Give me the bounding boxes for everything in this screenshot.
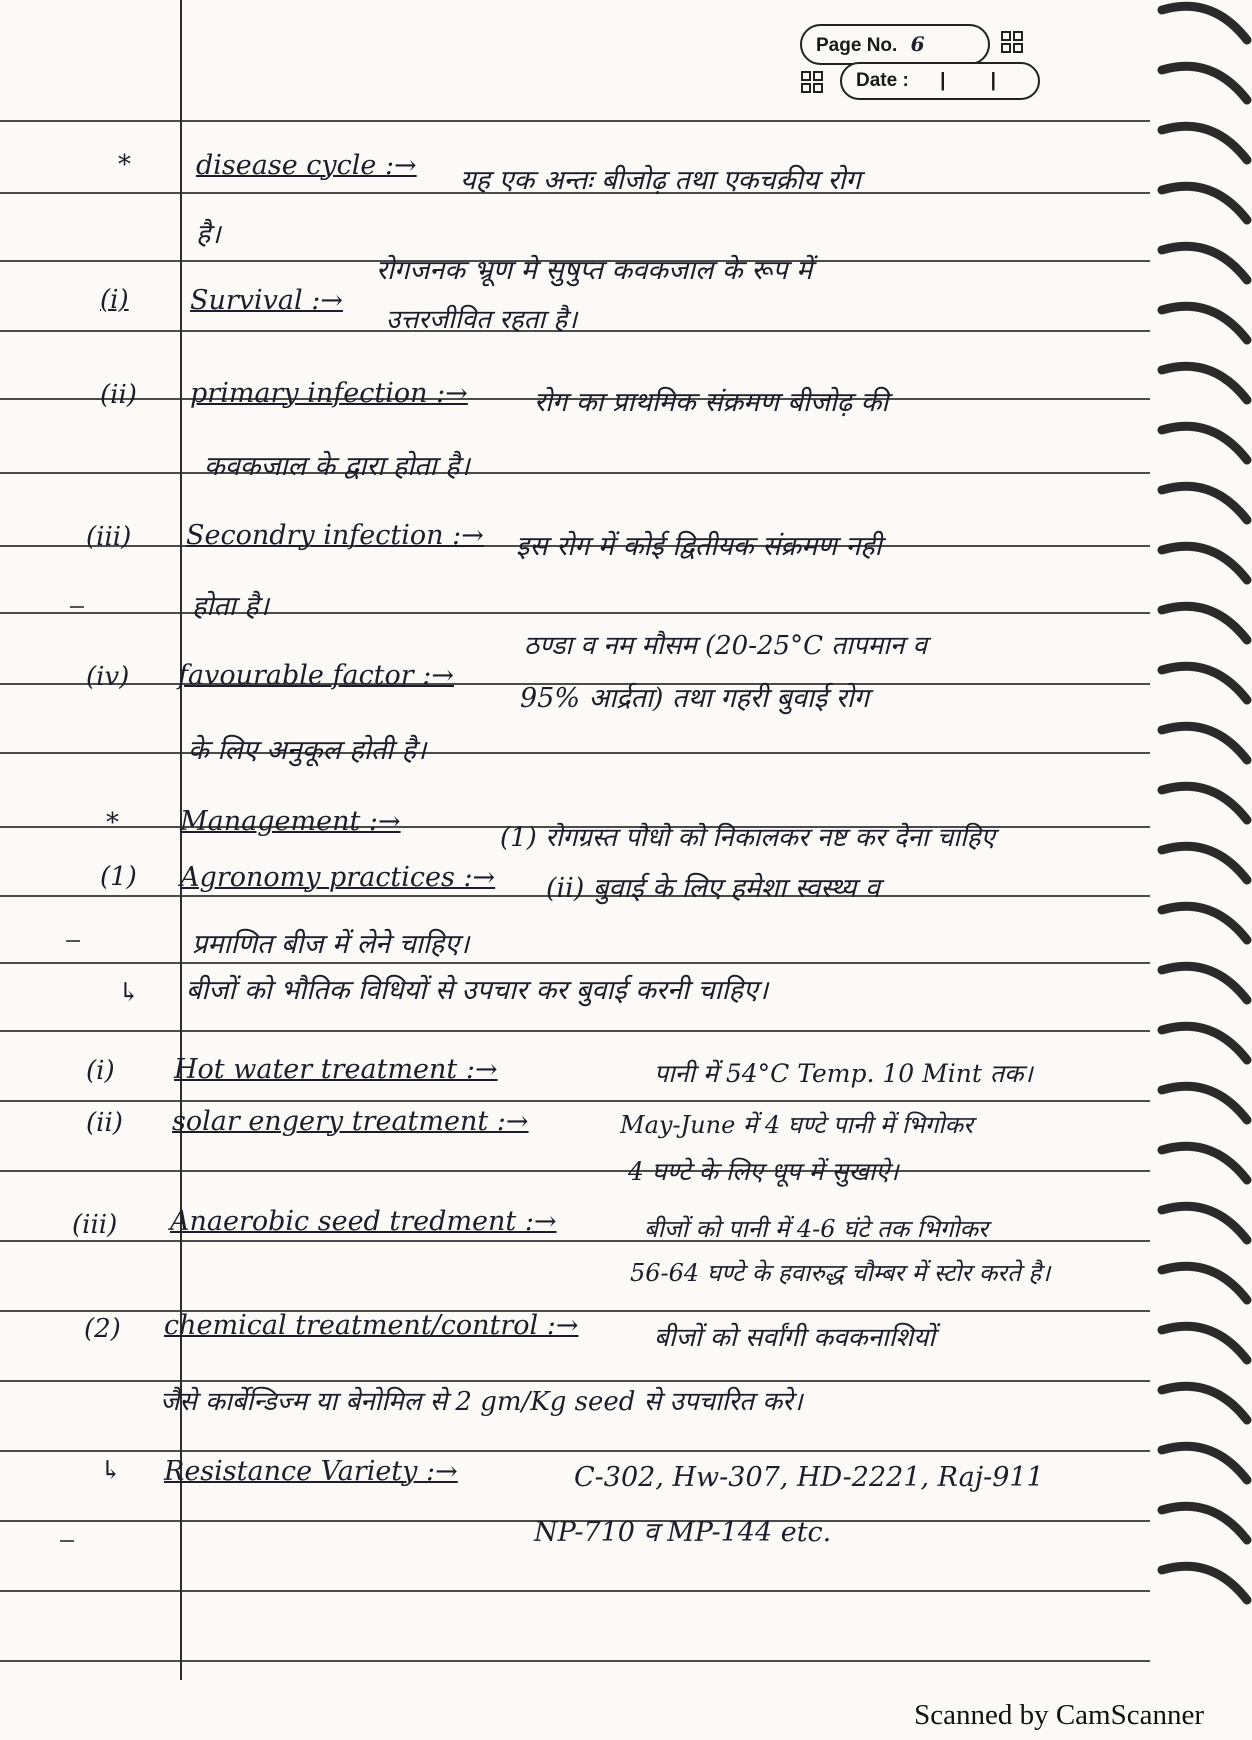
entry-heading: Agronomy practices :→: [180, 862, 496, 893]
ruled-line: [0, 612, 1150, 614]
entry-text: बीजों को पानी में 4-6 घंटे तक भिगोकर: [644, 1215, 988, 1243]
pencil-mark: [70, 606, 84, 608]
grid-logo-icon: [800, 70, 824, 94]
entry-text: C-302, Hw-307, HD-2221, Raj-911: [574, 1462, 1044, 1493]
entry-text-continued: जैसे कार्बेन्डिज्म या बेनोमिल से 2 gm/Kg seed से उपचारित करे।: [160, 1387, 803, 1417]
ruled-line: [0, 1660, 1150, 1662]
entry-heading: Anaerobic seed tredment :→: [170, 1206, 557, 1237]
entry-text: रोगजनक भ्रूण मे सुषुप्त कवकजाल के रूप में: [376, 255, 813, 286]
bullet-marker: *: [106, 808, 119, 838]
bullet-marker: (iii): [86, 522, 132, 552]
entry-text-continued: प्रमाणित बीज में लेने चाहिए।: [192, 929, 470, 960]
ruled-line: [0, 120, 1150, 122]
entry-text: बीजों को भौतिक विधियों से उपचार कर बुवाई करनी चाहिए।: [186, 975, 769, 1006]
bullet-marker: (1): [100, 862, 137, 892]
entry-text-continued: कवकजाल के द्वारा होता है।: [204, 451, 470, 482]
ruled-line: [0, 472, 1150, 474]
page-no-label: Page No.: [816, 35, 898, 56]
pencil-mark: [60, 1540, 74, 1542]
entry-text-top: ठण्डा व नम मौसम (20-25°C तापमान व: [524, 631, 928, 661]
ruled-line: [0, 1590, 1150, 1592]
bullet-marker: (2): [84, 1314, 121, 1344]
ruled-line: [0, 1100, 1150, 1102]
ruled-line: [0, 1030, 1150, 1032]
entry-text: (ii) बुवाई के लिए हमेशा स्वस्थ्य व: [546, 873, 880, 904]
entry-heading: Management :→: [180, 806, 401, 837]
margin-line: [180, 0, 182, 1680]
entry-text-continued: 56-64 घण्टे के हवारुद्ध चौम्बर में स्टोर करते है।: [630, 1259, 1051, 1287]
entry-text: May-June में 4 घण्टे पानी में भिगोकर: [620, 1111, 973, 1139]
ruled-line: [0, 1170, 1150, 1172]
bullet-marker: (ii): [100, 380, 137, 410]
date-value: | |: [940, 70, 1016, 91]
entry-text: बीजों को सर्वांगी कवकनाशियों: [654, 1323, 936, 1353]
date-label: Date :: [856, 70, 909, 91]
entry-text-continued: के लिए अनुकूल होती है।: [188, 735, 427, 766]
entry-text: यह एक अन्तः बीजोढ़ तथा एकचक्रीय रोग: [460, 165, 861, 196]
entry-text-continued: NP-710 व MP-144 etc.: [534, 1517, 832, 1548]
entry-text-continued: होता है।: [192, 591, 269, 622]
bullet-marker: (i): [100, 285, 129, 315]
bullet-marker: (i): [86, 1056, 115, 1086]
entry-text-continued: है।: [196, 219, 221, 250]
entry-text: (1) रोगग्रस्त पौधो को निकालकर नष्ट कर देना चाहिए: [500, 823, 995, 853]
entry-heading: primary infection :→: [190, 378, 468, 409]
entry-text: रोग का प्राथमिक संक्रमण बीजोढ़ की: [534, 387, 889, 418]
entry-heading: chemical treatment/control :→: [164, 1310, 579, 1341]
entry-heading: Survival :→: [190, 285, 343, 316]
ruled-line: [0, 1450, 1150, 1452]
pencil-mark: [66, 940, 80, 942]
entry-text: 95% आर्द्रता) तथा गहरी बुवाई रोग: [520, 683, 869, 714]
grid-logo-icon: [1000, 30, 1024, 54]
arrow-marker: ↳: [100, 1456, 122, 1486]
entry-text-continued: उत्तरजीवित रहता है।: [386, 305, 578, 335]
entry-heading: disease cycle :→: [196, 150, 417, 181]
ruled-line: [0, 752, 1150, 754]
bullet-marker: (iv): [86, 662, 130, 692]
page-number-box: [800, 24, 990, 65]
entry-text: पानी में 54°C Temp. 10 Mint तक।: [654, 1059, 1033, 1088]
entry-text-continued: 4 घण्टे के लिए धूप में सुखाऐ।: [628, 1157, 899, 1186]
arrow-marker: ↳: [118, 978, 140, 1008]
bullet-marker: (ii): [86, 1108, 123, 1138]
entry-heading: favourable factor :→: [178, 660, 454, 691]
ruled-line: [0, 962, 1150, 964]
entry-heading: Secondry infection :→: [186, 520, 484, 551]
entry-heading: solar engery treatment :→: [172, 1106, 529, 1137]
date-box: [840, 62, 1040, 100]
entry-heading: Hot water treatment :→: [174, 1054, 498, 1085]
bullet-marker: (iii): [72, 1210, 118, 1240]
bullet-marker: *: [118, 150, 131, 180]
spiral-binding-icon: [1142, 0, 1252, 1660]
entry-heading: Resistance Variety :→: [164, 1456, 458, 1487]
entry-text: इस रोग में कोई द्वितीयक संक्रमण नही: [516, 531, 882, 562]
scanner-watermark: Scanned by CamScanner: [914, 1699, 1204, 1731]
page-no-value: 6: [910, 32, 925, 56]
